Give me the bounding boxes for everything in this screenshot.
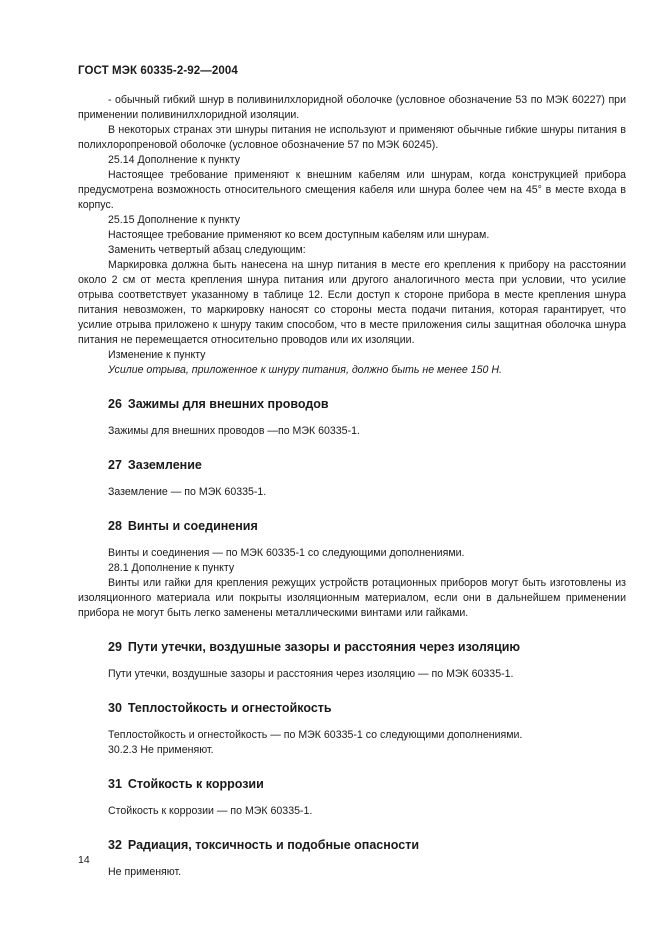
section-28-text: Винты и соединения — по МЭК 60335-1 со следующими дополнениями. xyxy=(108,547,465,559)
document-header: ГОСТ МЭК 60335-2-92—2004 xyxy=(78,65,238,77)
page-number: 14 xyxy=(78,854,90,866)
clause-30-2-3: 30.2.3 Не применяют. xyxy=(108,744,214,756)
section-title: Заземление xyxy=(127,458,202,472)
section-31-text: Стойкость к коррозии — по МЭК 60335-1. xyxy=(108,805,313,817)
replace-paragraph-note: Заменить четвертый абзац следующим: xyxy=(108,244,306,256)
section-32-heading xyxy=(78,836,626,854)
section-30-heading xyxy=(78,699,626,717)
section-number: 27 xyxy=(108,458,122,472)
intro-paragraph-cord-type: - обычный гибкий шнур в поливинилхлоридной оболочке (условное обозначение 53 по МЭК 60227) при применении поливинилхлоридной изоляции. xyxy=(78,94,626,121)
change-title: Изменение к пункту xyxy=(108,349,206,361)
section-title: Пути утечки, воздушные зазоры и расстояния через изоляцию xyxy=(127,640,521,654)
section-26-text: Зажимы для внешних проводов —по МЭК 60335-1. xyxy=(108,425,360,437)
clause-25-14-title: 25.14 Дополнение к пункту xyxy=(108,154,241,166)
clause-25-14-text: Настоящее требование применяют к внешним кабелям или шнурам, когда конструкцией прибора предусмотрена возможность относительного смещения кабеля или шнура более чем на 45° в месте входа в корпус. xyxy=(78,169,626,211)
section-title: Радиация, токсичность и подобные опасности xyxy=(127,838,420,852)
section-28-heading xyxy=(78,517,626,535)
marking-paragraph: Маркировка должна быть нанесена на шнур питания в месте его крепления к прибору на расстоянии около 2 см от места крепления шнура питания или другого аналогичного места при условии, что усилие отрыва соответствует указанному в таблице 12. Если доступ к стороне прибора в месте крепления шнура питания невозможен, то маркировку наносят со стороны места подачи питания, которая гарантирует, что усилие отрыва приложено к шнуру таким способом, что в месте приложения силы защитная оболочка шнура питания не перемещается относительно проводов или их изоляции. xyxy=(78,259,626,346)
intro-paragraph-countries: В некоторых странах эти шнуры питания не используют и применяют обычные гибкие шнуры питания в полихлоропреновой оболочке (условное обозначение 57 по МЭК 60245). xyxy=(78,124,626,151)
section-title: Винты и соединения xyxy=(127,519,258,533)
clause-25-15-title: 25.15 Дополнение к пункту xyxy=(108,214,241,226)
section-30-text: Теплостойкость и огнестойкость — по МЭК 60335-1 со следующими дополнениями. xyxy=(108,729,523,741)
section-31-heading xyxy=(78,775,626,793)
clause-28-1-text: Винты или гайки для крепления режущих устройств ротационных приборов могут быть изготовлены из изоляционного материала или покрыты изоляционным материалом, если они в дальнейшем применении прибора не могут быть легко заменены металлическими винтами или гайками. xyxy=(78,577,626,619)
clause-28-1-title: 28.1 Дополнение к пункту xyxy=(108,562,235,574)
document-body xyxy=(78,93,626,880)
section-number: 32 xyxy=(108,838,122,852)
section-title: Стойкость к коррозии xyxy=(127,777,264,791)
section-29-heading xyxy=(78,638,626,656)
section-number: 29 xyxy=(108,640,122,654)
section-number: 26 xyxy=(108,397,122,411)
section-27-text: Заземление — по МЭК 60335-1. xyxy=(108,486,267,498)
change-text: Усилие отрыва, приложенное к шнуру питания, должно быть не менее 150 Н. xyxy=(108,364,502,376)
section-number: 28 xyxy=(108,519,122,533)
section-number: 31 xyxy=(108,777,122,791)
section-32-text: Не применяют. xyxy=(108,866,182,878)
section-29-text: Пути утечки, воздушные зазоры и расстояния через изоляцию — по МЭК 60335-1. xyxy=(108,668,514,680)
section-26-heading xyxy=(78,395,626,413)
section-title: Зажимы для внешних проводов xyxy=(127,397,329,411)
section-number: 30 xyxy=(108,701,122,715)
section-27-heading xyxy=(78,456,626,474)
section-title: Теплостойкость и огнестойкость xyxy=(127,701,332,715)
clause-25-15-text: Настоящее требование применяют ко всем доступным кабелям или шнурам. xyxy=(108,229,490,241)
